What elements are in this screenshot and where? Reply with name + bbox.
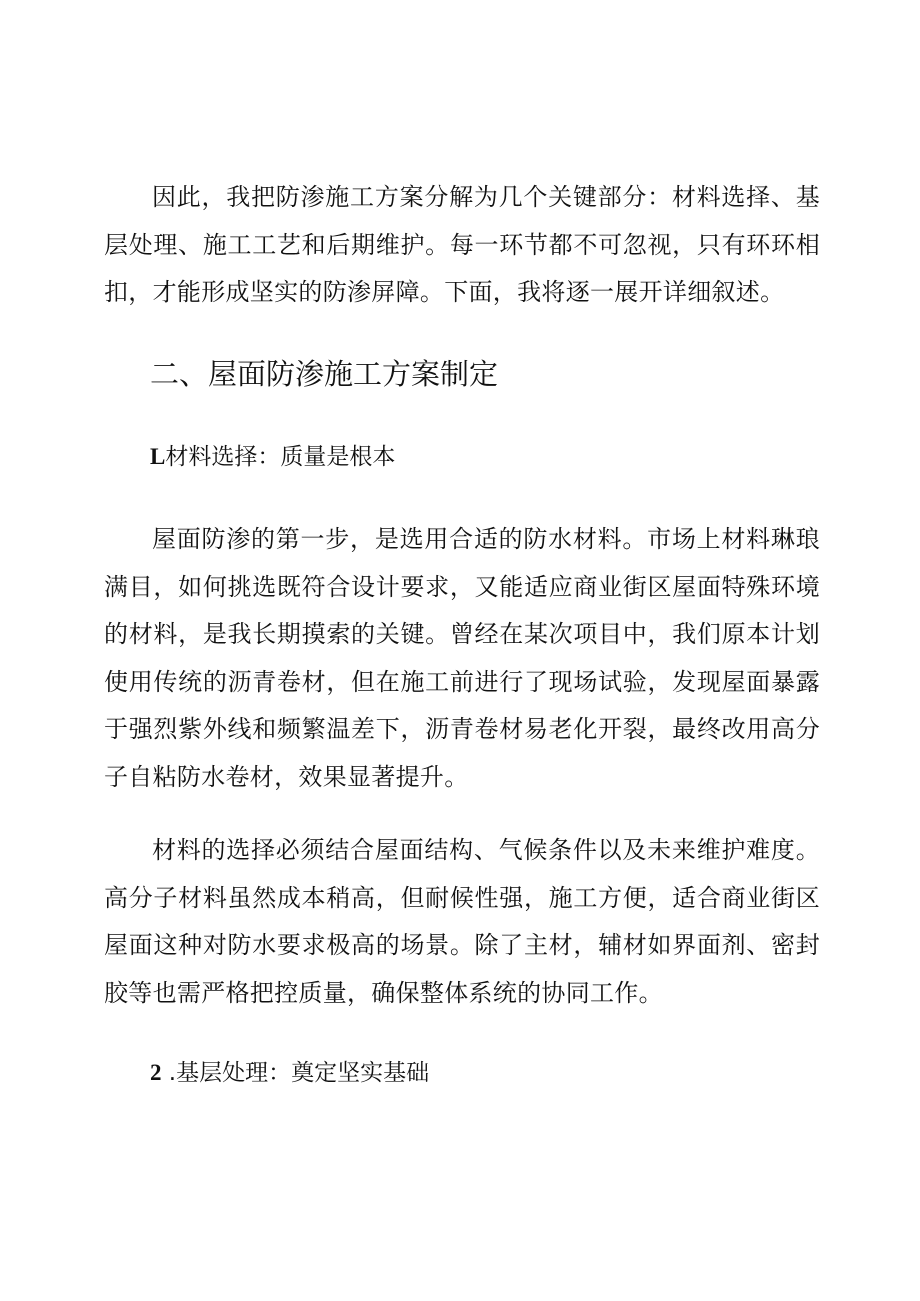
subheading-material-selection: [150, 441, 395, 473]
paragraph-intro: 因此，我把防渗施工方案分解为几个关键部分：材料选择、基层处理、施工工艺和后期维护。每一环节都不可忽视，只有环环相扣，才能形成坚实的防渗屏障。下面，我将逐一展开详细叙述。: [104, 183, 820, 306]
paragraph-material-criteria: 材料的选择必须结合屋面结构、气候条件以及未来维护难度。高分子材料虽然成本稍高，但耐候性强，施工方便，适合商业街区屋面这种对防水要求极高的场景。除了主材，辅材如界面剂、密封胶等也需严格把控质量，确保整体系统的协同工作。: [104, 836, 820, 1007]
subheading-number: 2: [150, 1060, 162, 1085]
subheading-text: 材料选择：质量是根本: [165, 444, 396, 470]
section-heading: 二、屋面防渗施工方案制定: [150, 357, 499, 391]
subheading-number: L: [150, 444, 166, 469]
subheading-text: .基层处理：奠定坚实基础: [161, 1060, 430, 1086]
subheading-base-treatment: [150, 1057, 429, 1089]
paragraph-material-first-step: 屋面防渗的第一步，是选用合适的防水材料。市场上材料琳琅满目，如何挑选既符合设计要求，又能适应商业街区屋面特殊环境的材料，是我长期摸索的关键。曾经在某次项目中，我们原本计划使用传统的沥青卷材，但在施工前进行了现场试验，发现屋面暴露于强烈紫外线和频繁温差下，沥青卷材易老化开裂，最终改用高分子自粘防水卷材，效果显著提升。: [104, 525, 820, 791]
